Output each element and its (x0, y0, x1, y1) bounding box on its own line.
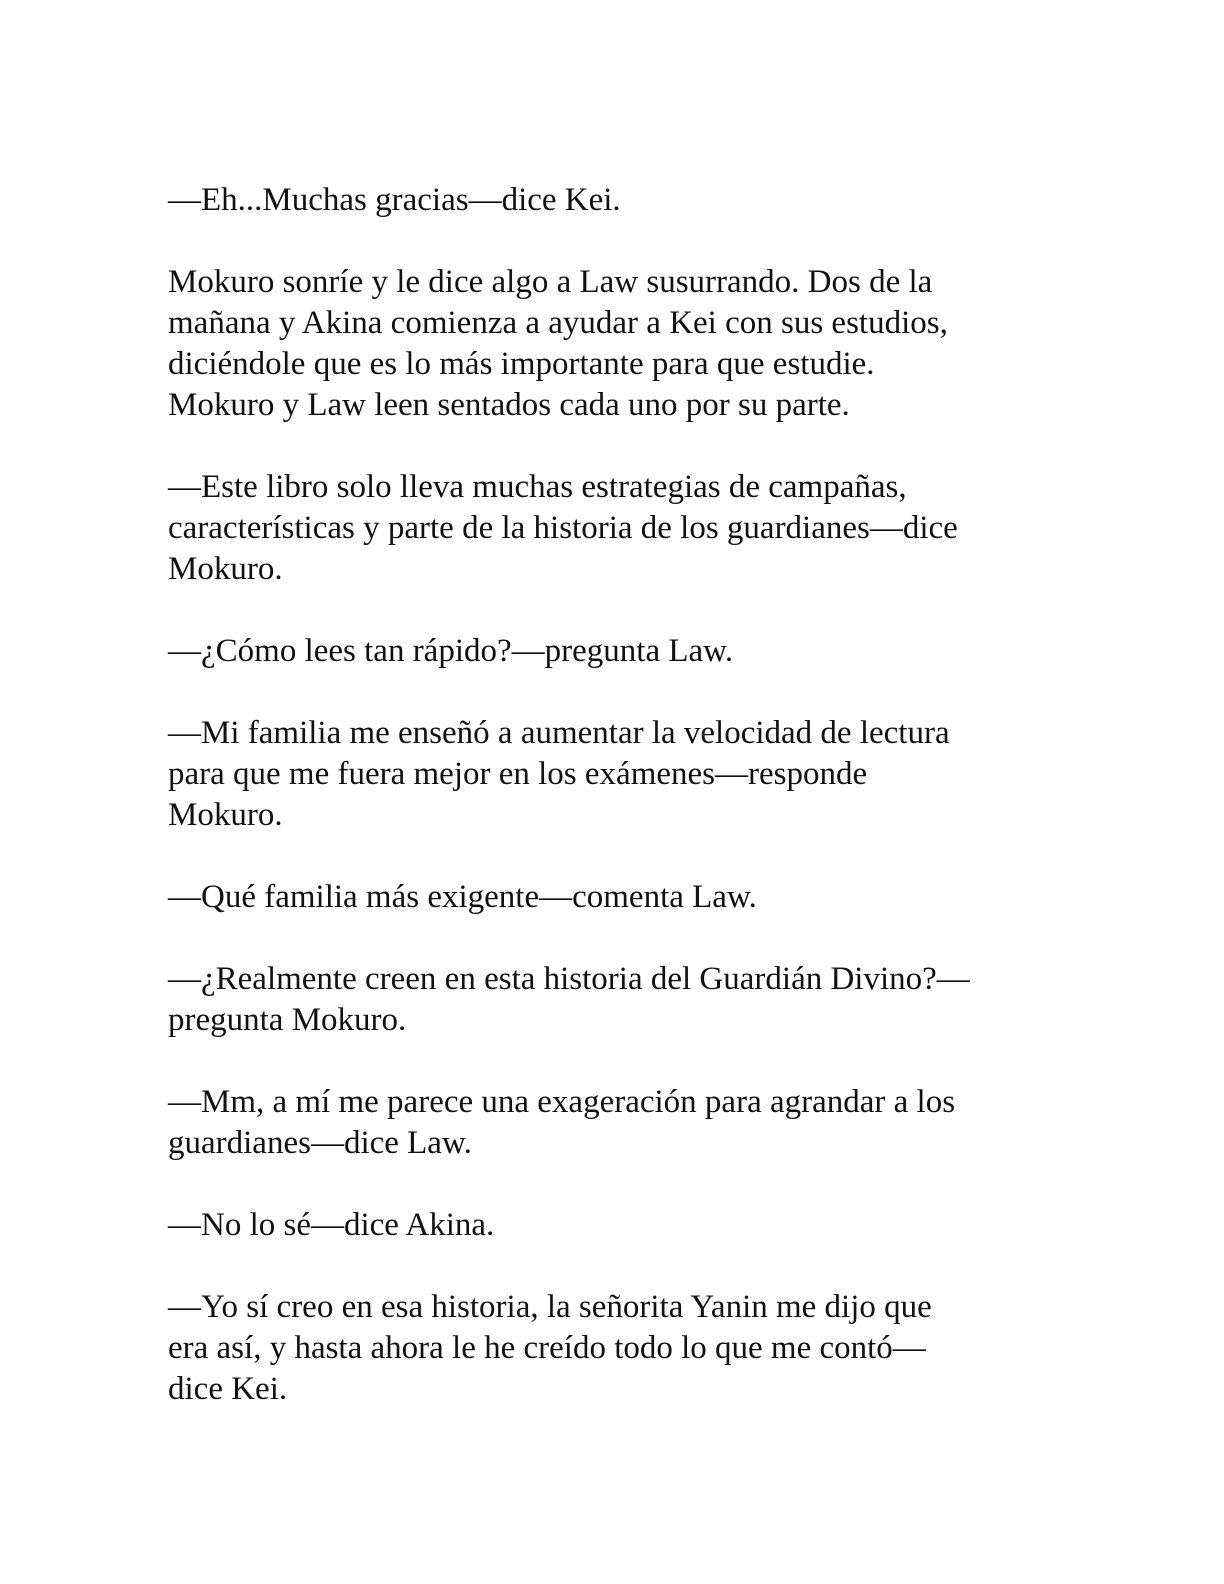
text-line: Mokuro sonríe y le dice algo a Law susurrando. Dos de la (168, 264, 933, 300)
text-line: mañana y Akina comienza a ayudar a Kei con sus estudios, (168, 305, 948, 341)
text-line: Mokuro. (168, 551, 283, 587)
text-line: pregunta Mokuro. (168, 1002, 407, 1038)
paragraph-gap (168, 918, 1048, 959)
text-line: —Qué familia más exigente—comenta Law. (168, 879, 757, 915)
paragraph-gap (168, 1041, 1048, 1082)
text-line: —¿Cómo lees tan rápido?—pregunta Law. (168, 633, 734, 669)
text-line: características y parte de la historia de los guardianes—dice (168, 510, 958, 546)
paragraph-gap (168, 836, 1048, 877)
paragraph-gap (168, 1164, 1048, 1205)
text-line: —Eh...Muchas gracias—dice Kei. (168, 182, 621, 218)
text-line: era así, y hasta ahora le he creído todo lo que me contó— (168, 1330, 926, 1366)
text-line: para que me fuera mejor en los exámenes—responde (168, 756, 868, 792)
text-line: —¿Realmente creen en esta historia del Guardián Divino?— (168, 961, 970, 997)
paragraph-gap (168, 221, 1048, 262)
text-line: —Este libro solo lleva muchas estrategias de campañas, (168, 469, 907, 505)
text-line: Mokuro y Law leen sentados cada uno por su parte. (168, 387, 850, 423)
paragraph-gap (168, 590, 1048, 631)
text-line: —Mi familia me enseñó a aumentar la velocidad de lectura (168, 715, 950, 751)
paragraph-gap (168, 426, 1048, 467)
text-line: diciéndole que es lo más importante para que estudie. (168, 346, 875, 382)
text-line: —No lo sé—dice Akina. (168, 1207, 495, 1243)
paragraph-gap (168, 1246, 1048, 1287)
document-body (168, 180, 1048, 1410)
text-line: guardianes—dice Law. (168, 1125, 472, 1161)
paragraph-gap (168, 672, 1048, 713)
text-line: —Yo sí creo en esa historia, la señorita Yanin me dijo que (168, 1289, 932, 1325)
text-line: —Mm, a mí me parece una exageración para agrandar a los (168, 1084, 956, 1120)
text-line: Mokuro. (168, 797, 283, 833)
text-line: dice Kei. (168, 1371, 288, 1407)
